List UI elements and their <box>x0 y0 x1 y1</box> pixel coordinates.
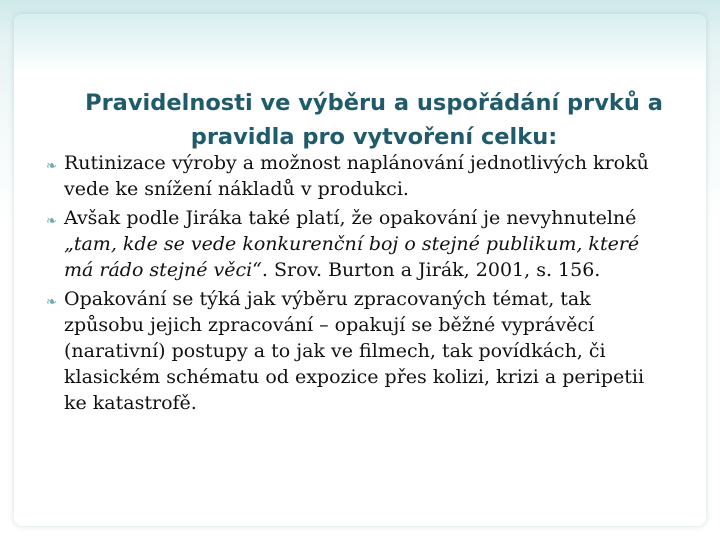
slide-content <box>48 150 668 419</box>
ornament-icon: ❧ <box>46 295 57 310</box>
slide-title-line-2: pravidla pro vytvoření celku: <box>190 124 558 150</box>
bullet-quote: „tam, kde se vede konkurenční boj o stejné publikum, které má rádo stejné věci“ <box>64 233 640 281</box>
bullet-item <box>48 286 668 416</box>
ornament-icon: ❧ <box>46 159 57 174</box>
ornament-icon: ❧ <box>46 214 57 229</box>
slide-title <box>44 86 704 154</box>
bullet-text <box>64 207 639 281</box>
bullet-item <box>48 205 668 283</box>
bullet-text: Opakování se týká jak výběru zpracovaných témat, tak způsobu jejich zpracování – opakují se běžné vyprávěcí (narativní) postupy a to jak ve filmech, tak povídkách, či klasickém schématu od expozice přes kolizi, krizi a peripetii ke katastrofě. <box>64 288 645 414</box>
bullet-item <box>48 150 668 202</box>
slide-title-line-1: Pravidelnosti ve výběru a uspořádání prvků a <box>85 90 663 116</box>
bullet-text: Rutinizace výroby a možnost naplánování jednotlivých kroků vede ke snížení nákladů v produkci. <box>64 152 649 200</box>
bullet-text-before: Avšak podle Jiráka také platí, že opakování je nevyhnutelné <box>64 207 637 229</box>
bullet-text-after: . Srov. Burton a Jirák, 2001, s. 156. <box>261 259 601 281</box>
